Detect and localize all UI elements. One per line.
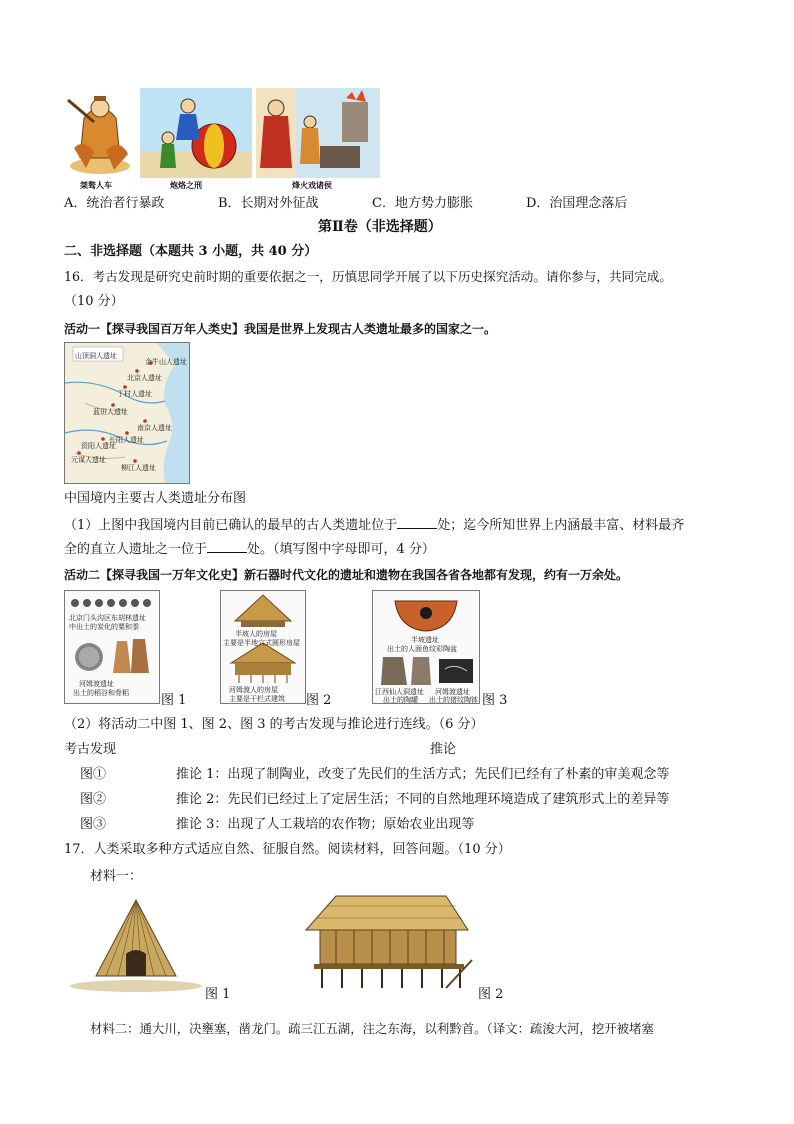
col-header-discovery: 考古发现 xyxy=(64,742,117,757)
q16-sub1-line2 xyxy=(64,540,435,559)
q17-fig-label-1: 图 1 xyxy=(205,987,231,1002)
fig3-text-4: 出土的陶罐 xyxy=(383,696,418,704)
map-label-nanjing: 南京人遗址 xyxy=(137,424,172,432)
hut-illustration-1 xyxy=(66,890,206,994)
q16-sub1-part-a: （1）上图中我国境内目前已确认的最早的古人类遗址位于 xyxy=(64,518,398,533)
q16-stem-line1: 16．考古发现是研究史前时期的重要依据之一，历慎思同学开展了以下历史探究活动。请你参与，共同完成。 xyxy=(64,269,672,284)
fig3-text-3: 江西仙人洞遗址 xyxy=(375,688,424,696)
map-label-liujiang: 柳江人遗址 xyxy=(121,464,156,472)
part-heading: 二、非选择题（本题共 3 小题，共 40 分） xyxy=(64,244,318,259)
fig1-text-3: 河姆渡遗址 xyxy=(79,680,114,688)
match-inference-1[interactable]: 推论 1：出现了制陶业，改变了先民们的生活方式；先民们已经有了朴素的审美观念等 xyxy=(176,767,670,782)
map-label-dingcun: 丁村人遗址 xyxy=(117,390,152,398)
fig1-text-2: 中出土的炭化的粟和黍 xyxy=(69,623,139,631)
match-inference-3[interactable]: 推论 3：出现了人工栽培的农作物；原始农业出现等 xyxy=(176,817,475,832)
caption-2: 炮烙之刑 xyxy=(170,181,202,190)
top-illustrations xyxy=(64,88,380,190)
option-d: D．治国理念落后 xyxy=(526,196,628,211)
map-caption: 中国境内主要古人类遗址分布图 xyxy=(64,491,247,506)
q17-material1-label: 材料一： xyxy=(90,869,143,884)
fig2-text-4: 主要是干栏式建筑 xyxy=(229,695,285,703)
match-inference-2[interactable]: 推论 2：先民们已经过上了定居生活；不同的自然地理环境造成了建筑形式上的差异等 xyxy=(176,792,670,807)
q16-activity1: 活动一【探寻我国百万年人类史】我国是世界上发现古人类遗址最多的国家之一。 xyxy=(64,322,497,336)
q17-material2: 材料二：通大川，决壅塞，凿龙门。疏三江五湖，注之东海，以利黔首。（译文：疏浚大河，挖开被堵塞 xyxy=(90,1021,654,1036)
fig2-text-3: 河姆渡人的房屋 xyxy=(229,686,278,694)
fig-label-3: 图 3 xyxy=(482,693,508,708)
illustration-cannon-torture xyxy=(140,88,252,190)
fig3-text-2: 出土的人面鱼纹彩陶盆 xyxy=(387,645,457,653)
match-fig-3[interactable]: 图③ xyxy=(80,817,107,832)
fig1-text-1: 北京门头沟区东胡林遗址 xyxy=(69,614,146,622)
fig-label-2: 图 2 xyxy=(306,693,332,708)
q16-activity2: 活动二【探寻我国一万年文化史】新石器时代文化的遗址和遗物在我国各省各地都有发现，约有一万余处。 xyxy=(64,568,629,582)
option-a: A．统治者行暴政 xyxy=(64,196,165,211)
figure-2-houses xyxy=(220,590,306,704)
col-header-inference: 推论 xyxy=(430,742,457,757)
map-label-ziyang: 资阳人遗址 xyxy=(81,442,116,450)
q17-fig-label-2: 图 2 xyxy=(478,987,504,1002)
stilt-house-illustration-2 xyxy=(296,890,474,994)
option-c: C．地方势力膨胀 xyxy=(372,196,473,211)
q16-sub1-part-c: 全的直立人遗址之一位于 xyxy=(64,542,208,557)
fig3-text-5: 河姆渡遗址 xyxy=(435,688,470,696)
fig1-text-4: 出土的稻谷和骨耜 xyxy=(73,689,129,697)
q16-sub2: （2）将活动二中图 1、图 2、图 3 的考古发现与推论进行连线。（6 分） xyxy=(64,717,484,732)
figure-3-pottery xyxy=(372,590,480,704)
q16-sub1-part-d: 处。（填写图中字母即可，4 分） xyxy=(247,542,435,557)
q17-stem: 17．人类采取多种方式适应自然、征服自然。阅读材料，回答问题。（10 分） xyxy=(64,842,511,857)
q16-sub1-line1 xyxy=(64,516,684,535)
fig2-text-2: 主要是半地穴式圆形房屋 xyxy=(223,639,300,647)
map-label-lantian: 蓝田人遗址 xyxy=(93,408,128,416)
answer-blank-1[interactable] xyxy=(397,516,437,529)
section-title: 第Ⅱ卷（非选择题） xyxy=(318,219,442,235)
caption-3: 烽火戏诸侯 xyxy=(292,181,332,190)
map-label-yuanmou: 元谋人遗址 xyxy=(71,456,106,464)
match-fig-2[interactable]: 图② xyxy=(80,792,107,807)
map-label-shandingdong: 山顶洞人遗址 xyxy=(75,352,117,360)
caption-1: 桀骜人车 xyxy=(80,181,112,190)
fig2-text-1: 半坡人的房屋 xyxy=(235,630,277,638)
map-label-changyang: 长阳人遗址 xyxy=(109,436,144,444)
fig3-text-6: 出土的猪纹陶钵 xyxy=(429,696,478,704)
map-label-jinniushan: 金牛山人遗址 xyxy=(145,358,187,366)
q16-sub1-part-b: 处；迄今所知世界上内涵最丰富、材料最齐 xyxy=(437,518,685,533)
fig-label-1: 图 1 xyxy=(161,693,187,708)
ancient-sites-map xyxy=(64,342,190,484)
illustration-beacon-fire xyxy=(256,88,380,190)
match-fig-1[interactable]: 图① xyxy=(80,767,107,782)
q16-stem-line2: （10 分） xyxy=(64,294,124,309)
map-label-beijing: 北京人遗址 xyxy=(127,374,162,382)
illustration-tyrant-riding-people xyxy=(64,88,136,190)
option-b: B．长期对外征战 xyxy=(218,196,319,211)
figure-1-crops xyxy=(64,590,160,704)
fig3-text-1: 半坡遗址 xyxy=(411,636,439,644)
answer-blank-2[interactable] xyxy=(207,540,247,553)
